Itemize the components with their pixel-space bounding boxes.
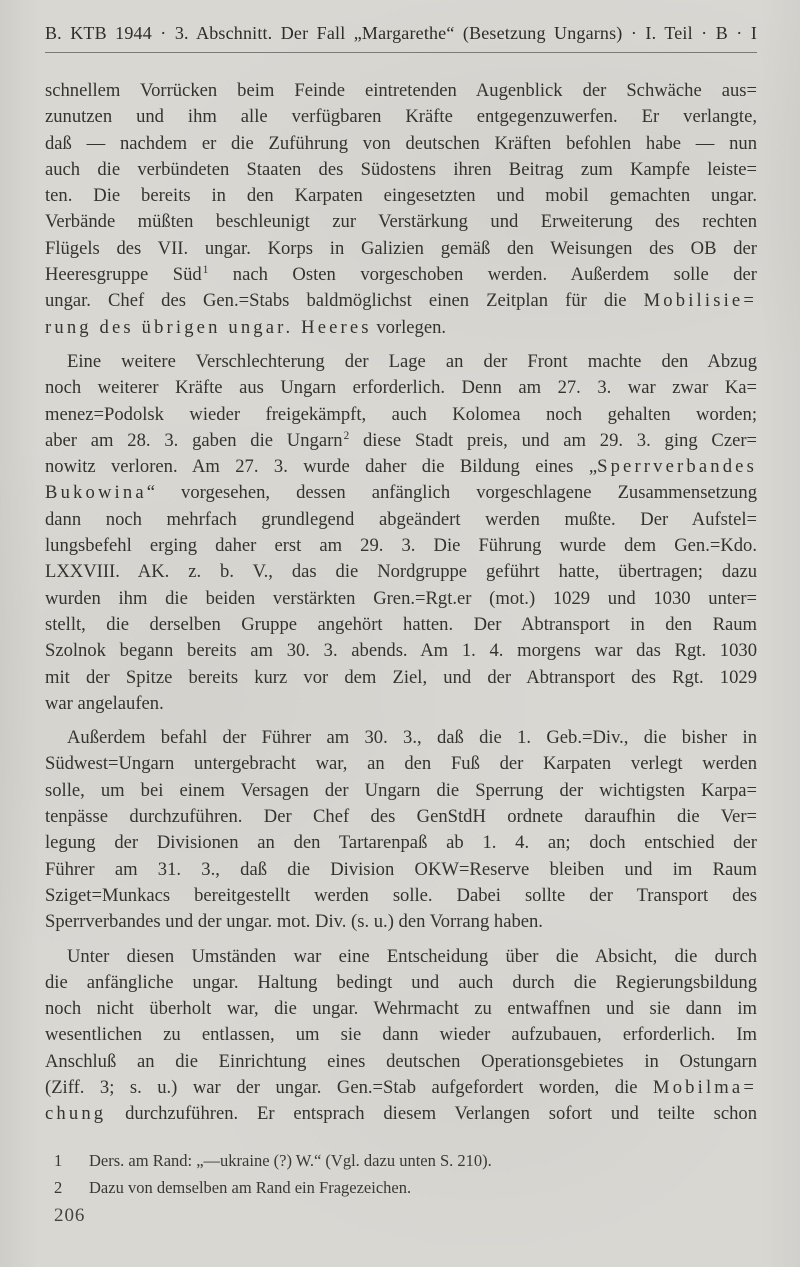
text-segment: vorlegen.: [371, 316, 447, 338]
text-segment: noch nicht überholt war, die ungar. Wehrmacht zu entwaffnen und sie dann im: [45, 998, 757, 1020]
footnote-ref: 1: [202, 263, 209, 276]
text-line: [45, 638, 757, 664]
paragraph-4: [45, 944, 757, 1128]
text-segment: legung der Divisionen an den Tartarenpaß ab 1. 4. an; doch entschied der: [45, 832, 757, 854]
text-segment: nach Osten vorgeschoben werden. Außerdem solle der: [208, 264, 757, 286]
text-segment: Unter diesen Umständen war eine Entscheidung über die Absicht, die durch: [67, 945, 757, 967]
text-line: [45, 375, 757, 401]
text-segment: daß — nachdem er die Zuführung von deutschen Kräften befohlen habe — nun: [45, 132, 757, 154]
footnotes: [45, 1147, 757, 1201]
text-line: [45, 612, 757, 638]
running-header-title: B. KTB 1944 · 3. Abschnitt. Der Fall „Margarethe“ (Besetzung Ungarns) · I. Teil · B · I: [45, 23, 757, 43]
text-segment: wurden ihm die beiden verstärkten Gren.=Rgt.er (mot.) 1029 und 1030 unter=: [45, 587, 757, 609]
text-line: [45, 157, 757, 183]
text-segment: tenpässe durchzuführen. Der Chef des GenStdH ordnete daraufhin die Ver=: [45, 806, 757, 828]
text-line: [45, 1022, 757, 1048]
text-block: [45, 78, 757, 1128]
text-line: [45, 857, 757, 883]
page-number: 206: [54, 1205, 86, 1226]
text-line: [45, 909, 757, 935]
footnote-text: Ders. am Rand: „—ukraine (?) W.“ (Vgl. dazu unten S. 210).: [89, 1150, 492, 1170]
text-line: [45, 586, 757, 612]
text-line: [45, 428, 757, 454]
text-segment: Flügels des VII. ungar. Korps in Galizien gemäß den Weisungen des OB der: [45, 237, 757, 259]
text-segment: Südwest=Ungarn untergebracht war, an den Fuß der Karpaten verlegt werden: [45, 753, 757, 775]
text-line: [45, 1101, 757, 1127]
text-line: [45, 349, 757, 375]
text-line: [45, 944, 757, 970]
text-line: [45, 131, 757, 157]
paragraph-1: [45, 78, 757, 341]
footnote-1: [45, 1147, 757, 1174]
text-segment: menez=Podolsk wieder freigekämpft, auch Kolomea noch gehalten worden;: [45, 403, 757, 425]
footnote-2: [45, 1174, 757, 1201]
text-line: [45, 1075, 757, 1101]
paragraph-2: [45, 349, 757, 717]
text-segment: war angelaufen.: [45, 692, 164, 714]
text-line: [45, 778, 757, 804]
text-segment: mit der Spitze bereits kurz vor dem Ziel, und der Abtransport des Rgt. 1029: [45, 666, 757, 688]
running-header: [45, 21, 757, 53]
text-line: [45, 725, 757, 751]
text-segment: aber am 28. 3. gaben die Ungarn: [45, 429, 343, 451]
text-segment: nowitz verloren. Am 27. 3. wurde daher die Bildung eines „: [45, 456, 598, 478]
text-segment: Verbände müßten beschleunigt zur Verstärkung und Erweiterung des rechten: [45, 211, 757, 233]
paragraph-3: [45, 725, 757, 935]
text-line: [45, 751, 757, 777]
text-line: [45, 315, 757, 341]
text-line: [45, 104, 757, 130]
text-line: [45, 830, 757, 856]
emphasized-spaced-text: Mobilisie=: [643, 290, 757, 312]
text-line: [45, 236, 757, 262]
text-line: [45, 209, 757, 235]
text-line: [45, 183, 757, 209]
text-line: [45, 996, 757, 1022]
text-line: [45, 970, 757, 996]
text-segment: wesentlichen zu entlassen, um sie dann wieder aufzubauen, erforderlich. Im: [45, 1024, 757, 1046]
text-segment: ungar. Chef des Gen.=Stabs baldmöglichst einen Zeitplan für die: [45, 290, 644, 312]
text-segment: lungsbefehl erging daher erst am 29. 3. Die Führung wurde dem Gen.=Kdo.: [45, 535, 757, 557]
footnote-ref: 2: [343, 429, 350, 442]
text-segment: ten. Die bereits in den Karpaten eingesetzten und mobil gemachten ungar.: [45, 185, 757, 207]
footnote-number: 1: [54, 1150, 63, 1170]
text-segment: LXXVIII. AK. z. b. V., das die Nordgruppe geführt hatte, übertragen; dazu: [45, 561, 757, 583]
text-segment: Anschluß an die Einrichtung eines deutschen Operationsgebietes in Ostungarn: [45, 1050, 757, 1072]
emphasized-spaced-text: Sperrverbandes: [597, 456, 757, 478]
text-segment: die anfängliche ungar. Haltung bedingt und auch durch die Regierungsbildung: [45, 971, 757, 993]
text-line: [45, 288, 757, 314]
text-line: [45, 454, 757, 480]
text-line: [45, 507, 757, 533]
text-segment: zunutzen und ihm alle verfügbaren Kräfte entgegenzuwerfen. Er verlangte,: [45, 106, 757, 128]
text-segment: Führer am 31. 3., daß die Division OKW=Reserve bleiben und im Raum: [45, 858, 757, 880]
text-segment: Sziget=Munkacs bereitgestellt werden solle. Dabei sollte der Transport des: [45, 884, 757, 906]
text-line: [45, 402, 757, 428]
text-line: [45, 691, 757, 717]
text-line: [45, 480, 757, 506]
text-segment: Sperrverbandes und der ungar. mot. Div. (s. u.) den Vorrang haben.: [45, 911, 543, 933]
text-line: [45, 883, 757, 909]
text-segment: “ vorgesehen, dessen anfänglich vorgeschlagene Zusammensetzung: [146, 482, 757, 504]
text-segment: dann noch mehrfach grundlegend abgeändert werden mußte. Der Aufstel=: [45, 508, 757, 530]
text-segment: stellt, die derselben Gruppe angehört hatten. Der Abtransport in den Raum: [45, 613, 757, 635]
text-segment: durchzuführen. Er entsprach diesem Verlangen sofort und teilte schon: [106, 1103, 757, 1125]
text-segment: Heeresgruppe Süd: [45, 264, 202, 286]
emphasized-spaced-text: rung des übrigen ungar. Heeres: [45, 316, 372, 338]
footnote-text: Dazu von demselben am Rand ein Fragezeichen.: [89, 1177, 412, 1197]
text-line: [45, 533, 757, 559]
text-segment: solle, um bei einem Versagen der Ungarn die Sperrung der wichtigsten Karpa=: [45, 779, 757, 801]
text-line: [45, 804, 757, 830]
text-segment: Eine weitere Verschlechterung der Lage an der Front machte den Abzug: [67, 350, 757, 372]
text-segment: Szolnok begann bereits am 30. 3. abends. Am 1. 4. morgens war das Rgt. 1030: [45, 640, 757, 662]
text-line: [45, 1049, 757, 1075]
text-segment: Außerdem befahl der Führer am 30. 3., daß die 1. Geb.=Div., die bisher in: [67, 727, 757, 749]
emphasized-spaced-text: Mobilma=: [653, 1076, 757, 1098]
emphasized-spaced-text: Bukowina: [45, 482, 147, 504]
text-segment: noch weiterer Kräfte aus Ungarn erforderlich. Denn am 27. 3. war zwar Ka=: [45, 377, 757, 399]
text-segment: diese Stadt preis, und am 29. 3. ging Czer=: [349, 429, 757, 451]
text-line: [45, 78, 757, 104]
footnote-number: 2: [54, 1177, 63, 1197]
text-segment: auch die verbündeten Staaten des Südostens ihren Beitrag zum Kampfe leiste=: [45, 158, 757, 180]
text-line: [45, 262, 757, 288]
text-segment: (Ziff. 3; s. u.) war der ungar. Gen.=Stab aufgefordert worden, die: [45, 1076, 654, 1098]
text-line: [45, 665, 757, 691]
text-segment: schnellem Vorrücken beim Feinde eintretenden Augenblick der Schwäche aus=: [45, 80, 757, 101]
emphasized-spaced-text: chung: [45, 1103, 107, 1125]
text-line: [45, 559, 757, 585]
